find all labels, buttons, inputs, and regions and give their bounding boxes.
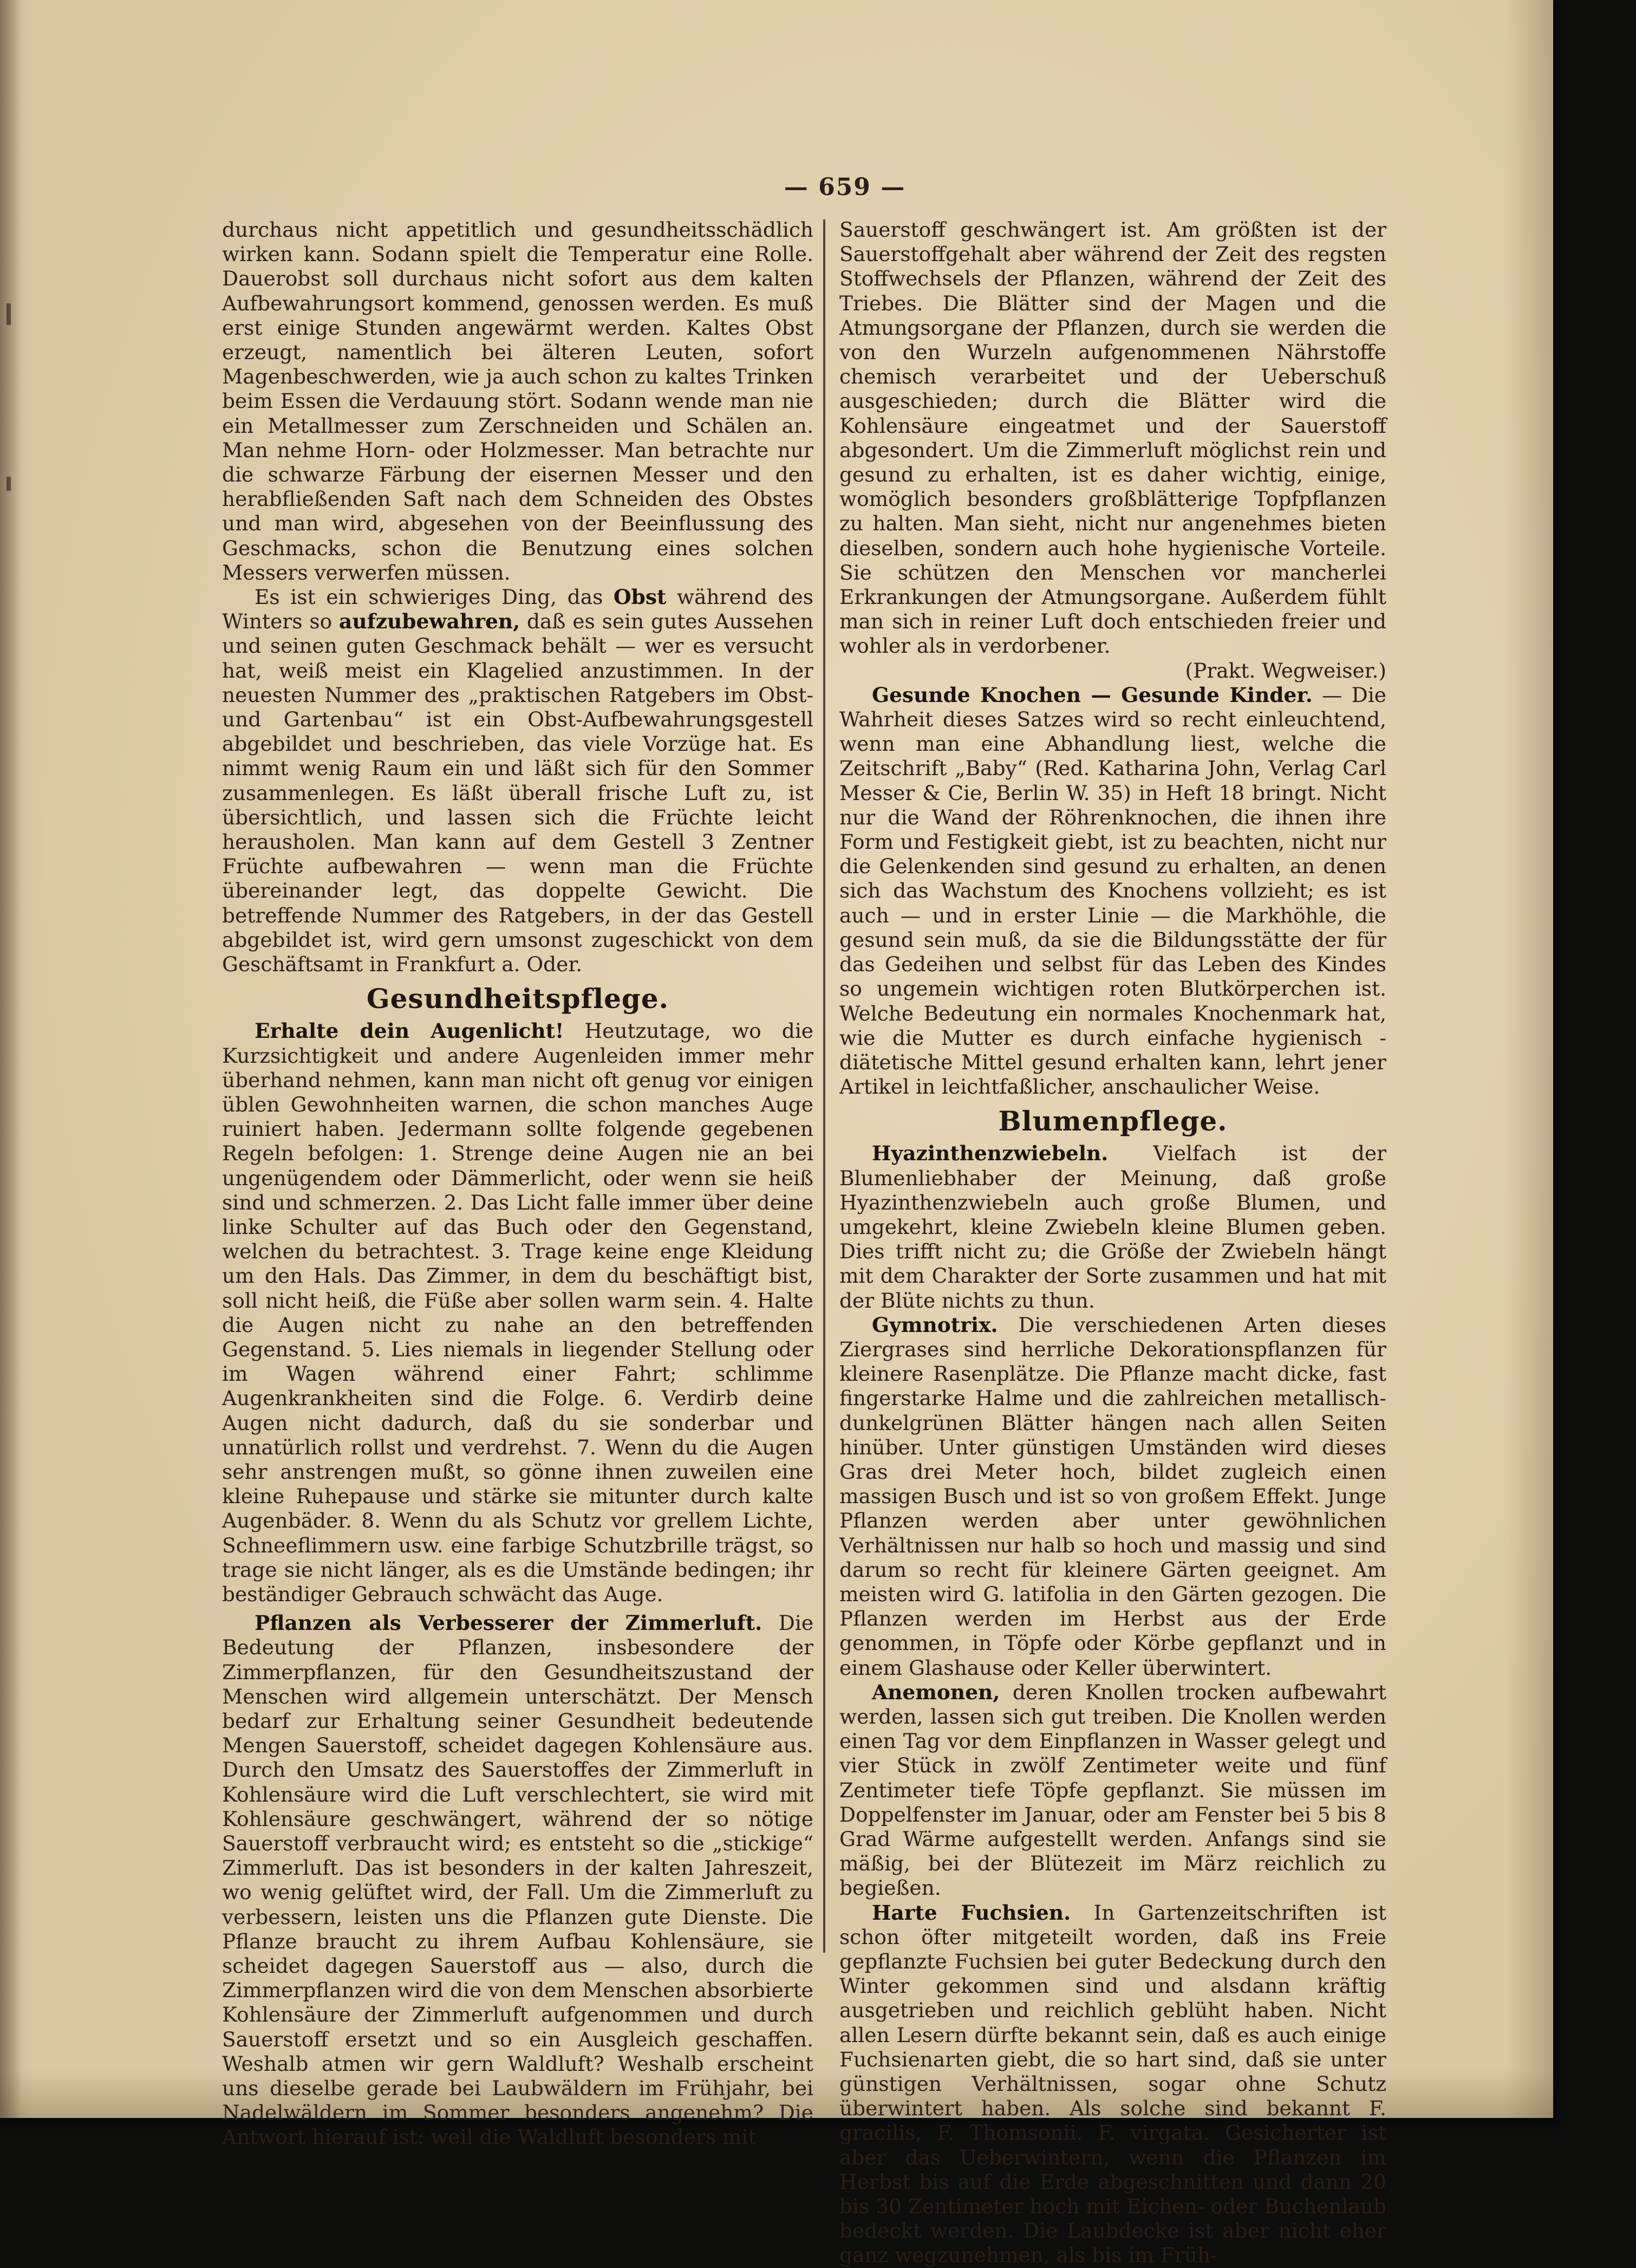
article-title-gymnotrix: Gymnotrix. (872, 1312, 998, 1337)
article-title-hyazinthen: Hyazinthenzwiebeln. (872, 1141, 1109, 1166)
article-pflanzen-zimmerluft (222, 1611, 813, 2149)
article-body: Die verschiedenen Arten dieses Ziergrases sind herrliche Dekorationspflanzen für kleinere Rasenplätze. Die Pflanze macht dicke, fast fingerstarke Halme und die zahlreichen metallisch-dunkelgrünen Blätter hängen nach allen Seiten hinüber. Unter günstigen Umständen wird dieses Gras drei Meter hoch, bildet zugleich einen massigen Busch und ist so von großem Effekt. Junge Pflanzen werden aber unter gewöhnlichen Verhältnissen nur halb so hoch und massig und sind darum so recht für kleinere Gärten geeignet. Am meisten wird G. latifolia in den Gärten gezogen. Die Pflanzen werden im Herbst aus der Erde genommen, in Töpfe oder Körbe gepflanzt und in einem Glashause oder Keller überwintert. (839, 1312, 1386, 1680)
article-title-anemonen: Anemonen, (872, 1680, 1000, 1704)
article-body: In Gartenzeitschriften ist schon öfter mitgeteilt worden, daß ins Freie gepflanzte Fuchsien bei guter Bedeckung durch den Winter gekommen sind und alsdann kräftig ausgetrieben und reichlich geblüht haben. Nicht allen Lesern dürfte bekannt sein, daß es auch einige Fuchsienarten giebt, die so hart sind, daß sie unter günstigen Verhältnissen, sogar ohne Schutz überwintert haben. Als solche sind bekannt F. gracilis, F. Thomsonii. F. virgata. Gesicherter ist aber das Ueberwintern, wenn die Pflanzen im Herbst bis auf die Erde abgeschnitten und dann 20 bis 30 Zentimeter hoch mit Eichen- oder Buchenlaub bedeckt werden. Die Laubdecke ist aber nicht eher ganz wegzunehmen, als bis im Früh- (839, 1900, 1386, 2267)
article-body: Vielfach ist der Blumenliebhaber der Meinung, daß große Hyazinthenzwiebeln auch große Blumen, und umgekehrt, kleine Zwiebeln kleine Blumen geben. Dies trifft nicht zu; die Größe der Zwiebeln hängt mit dem Charakter der Sorte zusammen und hat mit der Blüte nichts zu thun. (839, 1141, 1386, 1312)
article-gesunde-knochen (839, 683, 1386, 1099)
paragraph-text: daß es sein gutes Aussehen und seinen guten Geschmack behält — wer es versucht hat, weiß meist ein Klagelied anzustimmen. In der neuesten Nummer des „praktischen Ratgebers im Obst- und Gartenbau“ ist ein Obst-Aufbewahrungsgestell abgebildet und beschrieben, das viele Vorzüge hat. Es nimmt wenig Raum ein und läßt sich für den Sommer zusammenlegen. Es läßt überall frische Luft zu, ist übersichtlich, und lassen sich die Früchte leicht herausholen. Man kann auf dem Gestell 3 Zentner Früchte aufbewahren — wenn man die Früchte übereinander legt, das doppelte Gewicht. Die betreffende Nummer des Ratgebers, in der das Gestell abgebildet ist, wird gern umsonst zugeschickt von dem Geschäftsamt in Frankfurt a. Oder. (222, 609, 814, 977)
left-column (222, 218, 813, 2150)
page-number: — 659 — (784, 173, 906, 201)
article-body: Die Bedeutung der Pflanzen, insbesondere der Zimmerpflanzen, für den Gesundheitszustand der Menschen wird allgemein unterschätzt. Der Mensch bedarf zur Erhaltung seiner Gesundheit bedeutende Mengen Sauerstoff, scheidet dagegen Kohlensäure aus. Durch den Umsatz des Sauerstoffes der Zimmerluft in Kohlensäure wird die Luft verschlechtert, sie wird mit Kohlensäure geschwängert, während der so nötige Sauerstoff verbraucht wird; es entsteht so die „stickige“ Zimmerluft. Das ist besonders in der kalten Jahreszeit, wo wenig gelüftet wird, der Fall. Um die Zimmerluft zu verbessern, leisten uns die Pflanzen gute Dienste. Die Pflanze braucht zu ihrem Aufbau Kohlensäure, sie scheidet dagegen Sauerstoff aus — also, durch die Zimmerpflanzen wird die von dem Menschen absorbierte Kohlensäure der Zimmerluft aufgenommen und durch Sauerstoff ersetzt und so ein Ausgleich geschaffen. Weshalb atmen wir gern Waldluft? Weshalb erscheint uns dieselbe gerade bei Laubwäldern im Frühjahr, bei Nadelwäldern im Sommer besonders angenehm? Die Antwort hierauf ist: weil die Waldluft besonders mit (222, 1611, 814, 2149)
article-title-pflanzen: Pflanzen als Verbesserer der Zimmerluft. (255, 1611, 762, 1635)
column-divider (823, 219, 825, 1953)
article-gymnotrix (839, 1313, 1386, 1680)
article-body: deren Knollen trocken aufbewahrt werden, lassen sich gut treiben. Die Knollen werden einen Tag vor dem Einpflanzen in Wasser gelegt und vier Stück in zwölf Zentimeter weite und fünf Zentimeter tiefe Töpfe gepflanzt. Sie müssen im Doppelfenster im Januar, oder am Fenster bei 5 bis 8 Grad Wärme aufgestellt werden. Anfangs sind sie mäßig, bei der Blütezeit im März reichlich zu begießen. (839, 1680, 1386, 1900)
binding-shadow (0, 0, 22, 2118)
article-title-knochen: Gesunde Knochen — Gesunde Kinder. (872, 683, 1313, 707)
section-heading-blumenpflege: Blumenpflege. (998, 1105, 1228, 1138)
right-column (839, 218, 1386, 2268)
edge-mark (6, 303, 11, 325)
article-anemonen (839, 1680, 1386, 1901)
emphasis-obst: Obst (614, 585, 667, 609)
paragraph-dauerobst: durchaus nicht appetitlich und gesundheitsschädlich wirken kann. Sodann spielt die Temperatur eine Rolle. Dauerobst soll durchaus nicht sofort aus dem kalten Aufbewahrungsort kommend, genossen werden. Es muß erst einige Stunden angewärmt werden. Kaltes Obst erzeugt, namentlich bei älteren Leuten, sofort Magenbeschwerden, wie ja auch schon zu kaltes Trinken beim Essen die Verdauung stört. Sodann wende man nie ein Metallmesser zum Zerschneiden und Schälen an. Man nehme Horn- oder Holzmesser. Man betrachte nur die schwarze Färbung der eisernen Messer und den herabfließenden Saft nach dem Schneiden des Obstes und man wird, abgesehen von der Beeinflussung des Geschmacks, schon die Benutzung eines solchen Messers verwerfen müssen. (222, 218, 813, 584)
spacer (222, 1607, 813, 1611)
article-body: Heutzutage, wo die Kurzsichtigkeit und andere Augenleiden immer mehr überhand nehmen, kann man nicht oft genug vor einigen üblen Gewohnheiten warnen, die schon manches Auge ruiniert haben. Jedermann sollte folgende gegebenen Regeln befolgen: 1. Strenge deine Augen nie an bei ungenügendem oder Dämmerlicht, oder wenn sie heiß sind und schmerzen. 2. Das Licht falle immer über deine linke Schulter auf das Buch oder den Gegenstand, welchen du betrachtest. 3. Trage keine enge Kleidung um den Hals. Das Zimmer, in dem du beschäftigt bist, soll nicht heiß, die Füße aber sollen warm sein. 4. Halte die Augen nicht zu nahe an den betreffenden Gegenstand. 5. Lies niemals in liegender Stellung oder im Wagen während einer Fahrt; schlimme Augenkrankheiten sind die Folge. 6. Verdirb deine Augen nicht dadurch, daß du sie sonderbar und unnatürlich rollst und verdrehst. 7. Wenn du die Augen sehr anstrengen mußt, so gönne ihnen zuweilen eine kleine Ruhepause und stärke sie mitunter durch kalte Augenbäder. 8. Wenn du als Schutz vor grellem Lichte, Schneeflimmern usw. eine farbige Schutzbrille trägst, so trage sie nicht länger, als es die Umstände bedingen; ihr beständiger Gebrauch schwächt das Auge. (222, 1019, 813, 1606)
section-heading-gesundheitspflege: Gesundheitspflege. (366, 983, 669, 1015)
article-title-fuchsien: Harte Fuchsien. (872, 1900, 1071, 1925)
article-harte-fuchsien (839, 1901, 1386, 2268)
article-title-augenlicht: Erhalte dein Augenlicht! (255, 1019, 564, 1043)
article-hyazinthenzwiebeln (839, 1141, 1386, 1312)
emphasis-aufzubewahren: aufzubewahren, (339, 609, 520, 634)
paragraph-obst-aufbewahren (222, 585, 813, 977)
edge-mark (6, 477, 11, 491)
article-augenlicht (222, 1019, 813, 1607)
paragraph-text: während des Winters so (222, 585, 813, 634)
source-credit: (Prakt. Wegweiser.) (1185, 658, 1386, 683)
paragraph-sauerstoff: Sauerstoff geschwängert ist. Am größten ist der Sauerstoffgehalt aber während der Zeit des regsten Stoffwechsels der Pflanzen, während der Zeit des Triebes. Die Blätter sind der Magen und die Atmungsorgane der Pflanzen, durch sie werden die von den Wurzeln aufgenommenen Nährstoffe chemisch verarbeitet und der Ueberschuß ausgeschieden; durch die Blätter wird die Kohlensäure eingeatmet und der Sauerstoff abgesondert. Um die Zimmerluft möglichst rein und gesund zu erhalten, ist es daher wichtig, einige, womöglich besonders großblätterige Topfpflanzen zu halten. Man sieht, nicht nur angenehmes bieten dieselben, sondern auch hohe hygienische Vorteile. Sie schützen den Menschen vor mancherlei Erkrankungen der Atmungsorgane. Außerdem fühlt man sich in reiner Luft doch entschieden freier und wohler als in verdorbener. (839, 218, 1386, 658)
paragraph-text: Es ist ein schwieriges Ding, das (255, 585, 614, 609)
article-body: — Die Wahrheit dieses Satzes wird so recht einleuchtend, wenn man eine Abhandlung liest, welche die Zeitschrift „Baby“ (Red. Katharina John, Verlag Carl Messer & Cie, Berlin W. 35) in Heft 18 bringt. Nicht nur die Wand der Röhrenknochen, die ihnen ihre Form und Festigkeit giebt, ist zu beachten, nicht nur die Gelenkenden sind gesund zu erhalten, an denen sich das Wachstum des Knochens vollzieht; es ist auch — und in erster Linie — die Markhöhle, die gesund sein muß, da sie die Bildungsstätte der für das Gedeihen und selbst für das Leben des Kindes so ungemein wichtigen roten Blutkörperchen ist. Welche Bedeutung ein normales Knochenmark hat, wie die Mutter es durch einfache hygienisch - diätetische Mittel gesund erhalten kann, lehrt jener Artikel in leichtfaßlicher, anschaulicher Weise. (839, 683, 1386, 1099)
